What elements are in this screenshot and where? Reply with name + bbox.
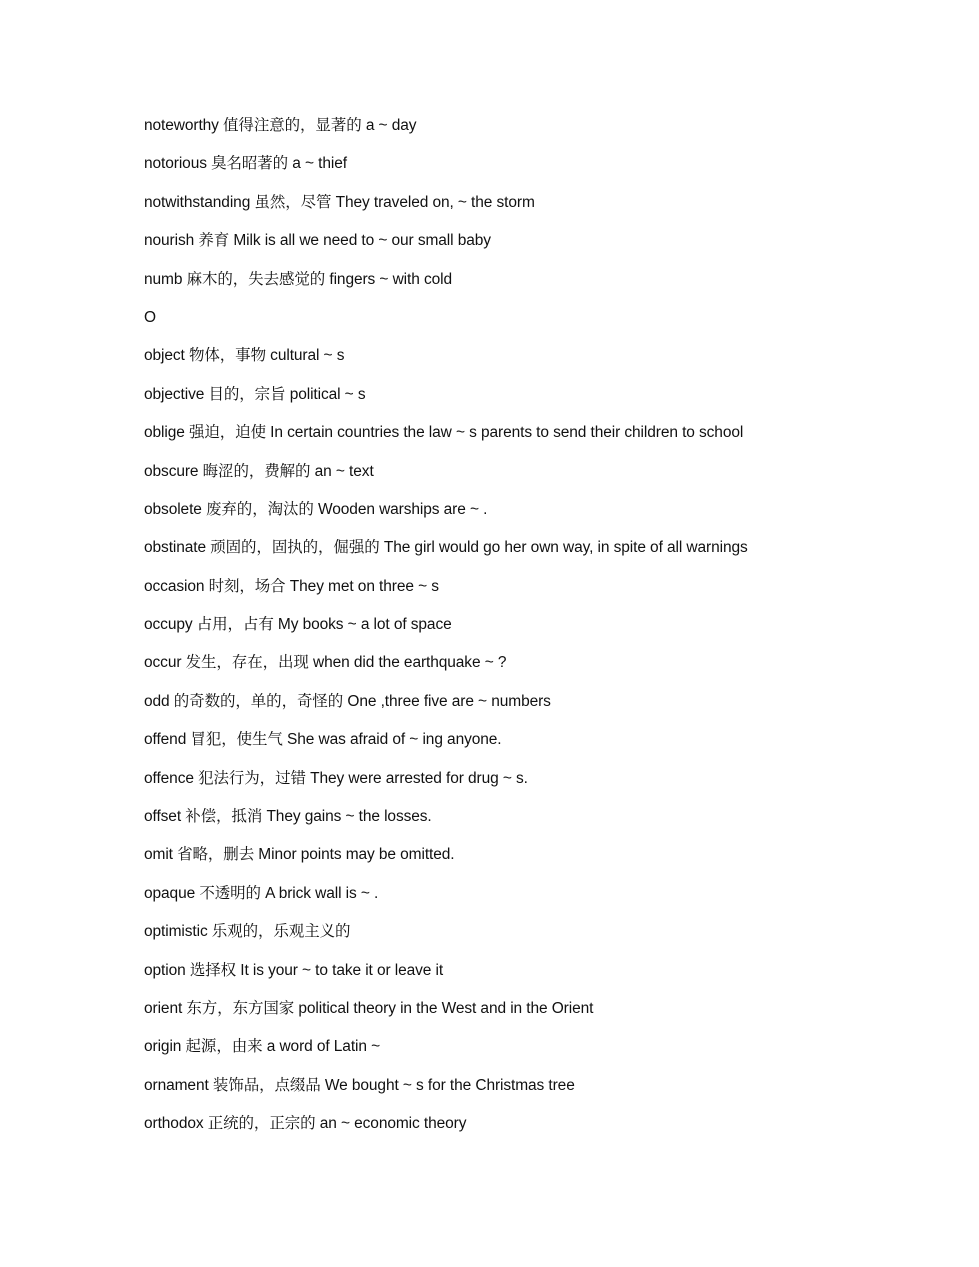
vocab-entry-notwithstanding: notwithstanding 虽然，尽管 They traveled on, ~ the storm [144,193,535,211]
vocab-entry-offend: offend 冒犯，使生气 She was afraid of ~ ing anyone. [144,731,502,749]
vocab-entry-notorious: notorious 臭名昭著的 a ~ thief [144,155,347,173]
vocab-entry-offset: offset 补偿，抵消 They gains ~ the losses. [144,808,432,826]
vocab-entry-occupy: occupy 占用，占有 My books ~ a lot of space [144,616,452,634]
vocab-entry-ornament: ornament 装饰品，点缀品 We bought ~ s for the Christmas tree [144,1076,575,1094]
vocab-entry-origin: origin 起源，由来 a word of Latin ~ [144,1038,381,1056]
vocab-entry-offence: offence 犯法行为，过错 They were arrested for drug ~ s. [144,769,528,787]
vocab-entry-noteworthy: noteworthy 值得注意的，显著的 a ~ day [144,117,417,134]
vocab-entry-nourish: nourish 养育 Milk is all we need to ~ our small baby [144,232,491,250]
vocab-entry-obsolete: obsolete 废弃的，淘汰的 Wooden warships are ~ . [144,500,488,518]
vocab-entry-odd: odd 的奇数的，单的，奇怪的 One ,three five are ~ numbers [144,692,551,710]
vocab-entry-obstinate: obstinate 顽固的，固执的，倔强的 The girl would go her own way, in spite of all warnings [144,539,748,557]
vocab-entry-orient: orient 东方，东方国家 political theory in the West and in the Orient [144,999,594,1017]
vocab-entry-omit: omit 省略，删去 Minor points may be omitted. [144,846,455,864]
vocab-entry-occasion: occasion 时刻，场合 They met on three ~ s [144,577,439,595]
vocab-entry-orthodox: orthodox 正统的，正宗的 an ~ economic theory [144,1115,467,1133]
vocab-entry-occur: occur 发生，存在，出现 when did the earthquake ~ ? [144,654,507,672]
vocab-entry-object: object 物体，事物 cultural ~ s [144,347,345,365]
section-letter-o: O [144,308,156,326]
vocabulary-list [144,115,944,1152]
vocab-entry-objective: objective 目的，宗旨 political ~ s [144,385,366,403]
vocab-entry-opaque: opaque 不透明的 A brick wall is ~ . [144,884,379,902]
vocab-entry-numb: numb 麻木的，失去感觉的 fingers ~ with cold [144,270,452,288]
vocab-entry-obscure: obscure 晦涩的，费解的 an ~ text [144,462,374,480]
vocab-entry-oblige: oblige 强迫，迫使 In certain countries the law ~ s parents to send their children to school [144,424,744,442]
vocab-entry-option: option 选择权 It is your ~ to take it or leave it [144,961,444,979]
vocab-entry-optimistic: optimistic 乐观的，乐观主义的 [144,923,351,941]
